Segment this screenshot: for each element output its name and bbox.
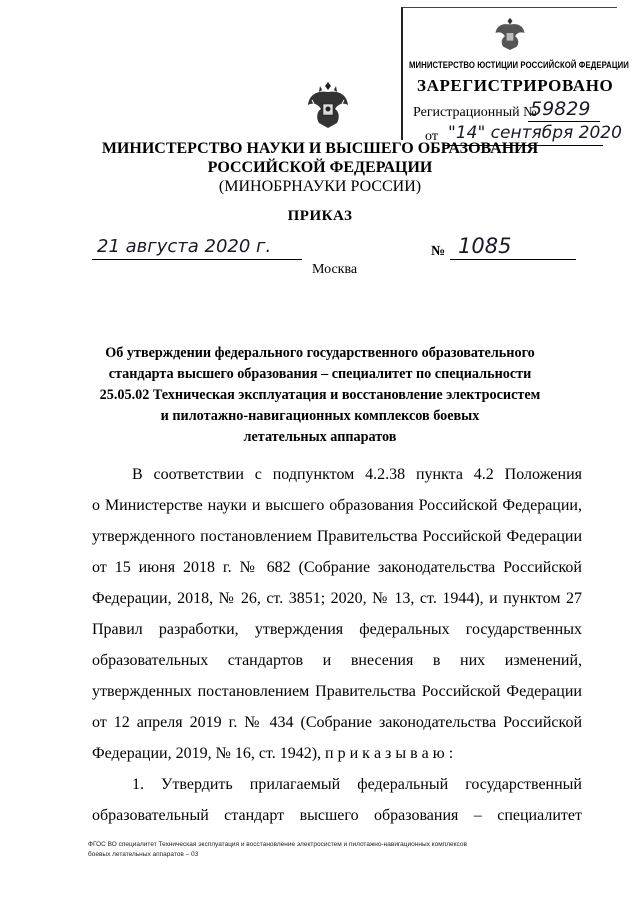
body-line: 1. Утвердить прилагаемый федеральный государственный [132, 776, 582, 793]
regnum-underline [528, 121, 600, 122]
subject-line: стандарта высшего образования – специалитет по специальности [108, 366, 532, 382]
body-line: Федерации, 2019, № 16, ст. 1942), п р и к а з ы в а ю : [92, 745, 454, 762]
stamp-registered-label: ЗАРЕГИСТРИРОВАНО [417, 76, 614, 95]
ministry-name-line2: РОССИЙСКОЙ ФЕДЕРАЦИИ [207, 159, 433, 176]
registration-stamp [401, 7, 629, 144]
subject-line: Об утверждении федерального государственного образовательного [105, 345, 535, 361]
order-number: 1085 [458, 234, 512, 258]
ministry-name-line1: МИНИСТЕРСТВО НАУКИ И ВЫСШЕГО ОБРАЗОВАНИЯ [101, 140, 539, 157]
stamp-ministry-name: МИНИСТЕРСТВО ЮСТИЦИИ РОССИЙСКОЙ ФЕДЕРАЦИИ [409, 60, 629, 70]
number-underline [450, 259, 576, 260]
stamp-regnum-value: 59829 [530, 98, 591, 120]
body-line: от 15 июня 2018 г. № 682 (Собрание законодательства Российской [92, 559, 582, 576]
date-underline [92, 259, 302, 260]
stamp-regnum-label: Регистрационный № [413, 105, 537, 120]
order-title: ПРИКАЗ [287, 208, 353, 224]
subject-line: и пилотажно-навигационных комплексов боевых [160, 408, 480, 424]
body-line: образовательных стандартов и внесения в них изменений, [92, 652, 582, 669]
stamp-from-label: от [425, 129, 438, 144]
ministry-abbreviation: (МИНОБРНАУКИ РОССИИ) [218, 178, 422, 195]
footer-line: ФГОС ВО специалитет Техническая эксплуатация и восстановление электросистем и пилотажно-навигационных комплексов [88, 841, 467, 848]
order-number-label: № [431, 244, 446, 259]
body-line: образовательный стандарт высшего образования – специалитет [92, 807, 582, 824]
body-line: утвержденного постановлением Правительства Российской Федерации [92, 528, 582, 545]
order-body [92, 459, 582, 831]
order-city: Москва [312, 262, 358, 277]
body-line: Правил разработки, утверждения федеральных государственных [92, 621, 582, 638]
stamp-from-value: "14" сентября 2020 [448, 123, 622, 143]
coat-of-arms-icon [493, 14, 527, 52]
coat-of-arms-icon [306, 80, 350, 130]
order-subject [60, 343, 580, 448]
body-line: В соответствии с подпунктом 4.2.38 пункта 4.2 Положения [132, 466, 582, 483]
body-line: Федерации, 2018, № 26, ст. 3851; 2020, № 13, ст. 1944), и пунктом 27 [92, 590, 582, 607]
body-line: утвержденных постановлением Правительства Российской Федерации [92, 683, 582, 700]
footer-line: боевых летательных аппаратов – 03 [88, 851, 199, 858]
subject-line: летательных аппаратов [243, 429, 397, 445]
document-footer [88, 840, 588, 860]
body-line: о Министерстве науки и высшего образования Российской Федерации, [92, 497, 582, 514]
body-line: от 12 апреля 2019 г. № 434 (Собрание законодательства Российской [92, 714, 582, 731]
order-date: 21 августа 2020 г. [97, 236, 272, 257]
subject-line: 25.05.02 Техническая эксплуатация и восстановление электросистем [99, 387, 541, 403]
